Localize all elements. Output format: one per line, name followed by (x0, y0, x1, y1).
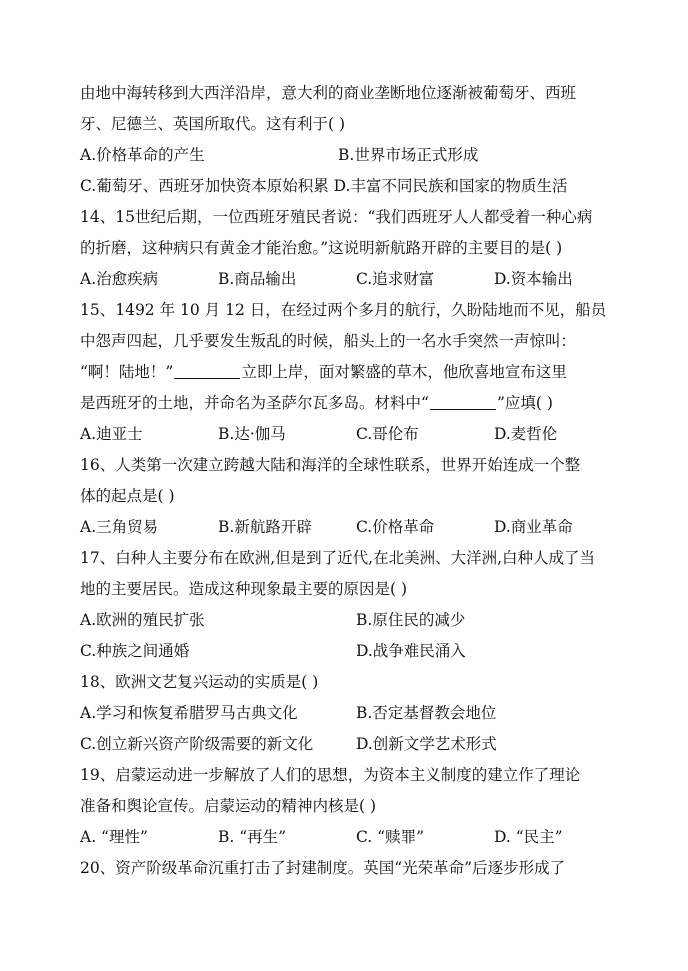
answer-option: A.学习和恢复希腊罗马古典文化 (80, 704, 298, 722)
answer-option: C.创立新兴资产阶级需要的新文化 (80, 735, 314, 753)
answer-option: D.资本输出 (494, 270, 573, 288)
text-line (80, 264, 610, 294)
text-line (80, 791, 610, 821)
line-text: 14、15世纪后期，一位西班牙殖民者说：“我们西班牙人人都受着一种心病 (80, 208, 593, 226)
text-line (80, 605, 610, 635)
answer-option: C.哥伦布 (356, 425, 419, 443)
text-line (80, 202, 610, 232)
line-text: 15、1492 年 10 月 12 日，在经过两个多月的航行，久盼陆地而不见，船员 (80, 301, 607, 319)
text-line (80, 512, 610, 542)
text-line (80, 171, 610, 201)
line-text: 19、启蒙运动进一步解放了人们的思想，为资本主义制度的建立作了理论 (80, 766, 581, 784)
line-text: 16、人类第一次建立跨越大陆和海洋的全球性联系，世界开始连成一个整 (80, 456, 581, 474)
answer-option: B.达·伽马 (218, 425, 286, 443)
answer-option: A. “理性” (80, 828, 148, 846)
answer-option: B. “再生” (218, 828, 287, 846)
text-line (80, 853, 610, 883)
answer-option: C.价格革命 (356, 518, 435, 536)
text-line (80, 667, 610, 697)
answer-option: A.三角贸易 (80, 518, 159, 536)
line-text: 体的起点是( ) (80, 487, 175, 505)
text-line (80, 450, 610, 480)
answer-option: A.价格革命的产生 (80, 146, 205, 164)
line-text: 由地中海转移到大西洋沿岸，意大利的商业垄断地位逐渐被葡萄牙、西班 (80, 84, 577, 102)
answer-option: B.世界市场正式形成 (338, 146, 479, 164)
line-text: 中怨声四起，几乎要发生叛乱的时候，船头上的一名水手突然一声惊叫： (80, 332, 577, 350)
line-text: 的折磨，这种病只有黄金才能治愈。”这说明新航路开辟的主要目的是( ) (80, 239, 563, 257)
line-text-part: ”应填( ) (496, 394, 553, 412)
answer-option: B.商品输出 (218, 270, 297, 288)
line-text-part: 立即上岸，面对繁盛的草木，他欣喜地宣布这里 (241, 363, 567, 381)
line-text: 18、欧洲文艺复兴运动的实质是( ) (80, 673, 319, 691)
text-line (80, 729, 610, 759)
line-text: C.葡萄牙、西班牙加快资本原始积累 D.丰富不同民族和国家的物质生活 (80, 177, 568, 195)
line-text: 20、资产阶级革命沉重打击了封建制度。英国“光荣革命”后逐步形成了 (80, 859, 566, 877)
text-line (80, 481, 610, 511)
answer-option: C.种族之间通婚 (80, 642, 190, 660)
answer-option: D.创新文学艺术形式 (356, 735, 497, 753)
answer-option: B.新航路开辟 (218, 518, 312, 536)
text-line (80, 760, 610, 790)
text-line (80, 636, 610, 666)
answer-option: A.迪亚士 (80, 425, 143, 443)
text-line (80, 543, 610, 573)
line-text: 牙、尼德兰、英国所取代。这有利于( ) (80, 115, 346, 133)
answer-option: C.追求财富 (356, 270, 435, 288)
text-line (80, 574, 610, 604)
text-line (80, 419, 610, 449)
answer-option: A.治愈疾病 (80, 270, 159, 288)
text-line (80, 78, 610, 108)
text-line (80, 295, 610, 325)
answer-option: D. “民主” (494, 828, 563, 846)
answer-option: D.商业革命 (494, 518, 573, 536)
line-text-part: 是西班牙的土地，并命名为圣萨尔瓦多岛。材料中“ (80, 394, 429, 412)
text-line (80, 140, 610, 170)
text-line (80, 233, 610, 263)
text-line (80, 698, 610, 728)
answer-option: B.否定基督教会地位 (356, 704, 497, 722)
text-line (80, 326, 610, 356)
text-line (80, 388, 610, 418)
answer-option: A.欧洲的殖民扩张 (80, 611, 205, 629)
line-text: 准备和舆论宣传。启蒙运动的精神内核是( ) (80, 797, 377, 815)
answer-option: D.战争难民涌入 (356, 642, 466, 660)
text-line (80, 357, 610, 387)
fill-in-blank (430, 391, 496, 410)
text-line (80, 109, 610, 139)
answer-option: D.麦哲伦 (494, 425, 558, 443)
text-line (80, 822, 610, 852)
fill-in-blank (174, 360, 240, 379)
answer-option: B.原住民的减少 (356, 611, 466, 629)
line-text: 地的主要居民。造成这种现象最主要的原因是( ) (80, 580, 408, 598)
line-text: 17、白种人主要分布在欧洲,但是到了近代,在北美洲、大洋洲,白种人成了当 (80, 549, 596, 567)
line-text-part: “啊！陆地！” (80, 363, 174, 381)
answer-option: C. “赎罪” (356, 828, 425, 846)
